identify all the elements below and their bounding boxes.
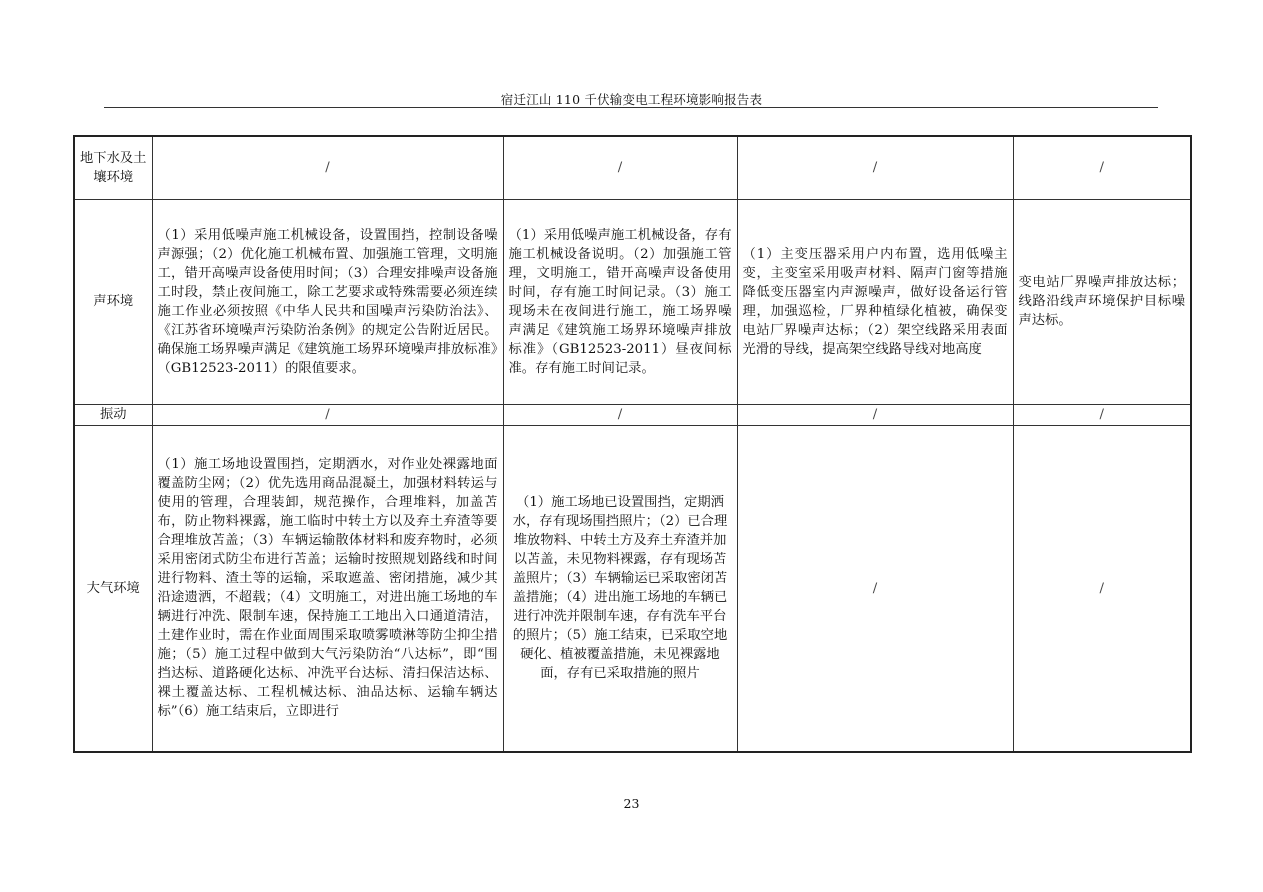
operation-measures-cell: （1）主变压器采用户内布置，选用低噪主变，主变室采用吸声材料、隔声门窗等措施降低变压器室内声源噪声，做好设备运行管理，加强巡检，厂界种植绿化植被，确保变电站厂界噪声达标；（2）架空线路采用表面光滑的导线，提高架空线路导线对地高度: [737, 199, 1013, 404]
page-number: 23: [623, 796, 640, 811]
construction-measures-cell: /: [152, 136, 503, 199]
document-header-title: 宿迁江山 110 千伏输变电工程环境影响报告表: [500, 92, 763, 107]
acceptance-standard-cell: /: [1013, 136, 1191, 199]
category-cell-noise: 声环境: [74, 199, 152, 404]
acceptance-standard-cell: /: [1013, 425, 1191, 752]
implementation-status-cell: （1）施工场地已设置围挡，定期洒水，存有现场围挡照片；（2）已合理堆放物料、中转土方及弃土弃渣并加以苫盖，未见物料裸露，存有现场苫盖照片；（3）车辆输运已采取密闭苫盖措施；（4）进出施工场地的车辆已进行冲洗并限制车速，存有洗车平台的照片；（5）施工结束，已采取空地硬化、植被覆盖措施，未见裸露地面，存有已采取措施的照片: [503, 425, 737, 752]
construction-measures-cell: （1）采用低噪声施工机械设备，设置围挡，控制设备噪声源强；（2）优化施工机械布置、加强施工管理，文明施工，错开高噪声设备使用时间；（3）合理安排噪声设备施工时段，禁止夜间施工，除工艺要求或特殊需要必须连续施工作业必须按照《中华人民共和国噪声污染防治法》、《江苏省环境噪声污染防治条例》的规定公告附近居民。确保施工场界噪声满足《建筑施工场界环境噪声排放标准》（GB12523-2011）的限值要求。: [152, 199, 503, 404]
implementation-status-cell: （1）采用低噪声施工机械设备，存有施工机械设备说明。（2）加强施工管理，文明施工，错开高噪声设备使用时间，存有施工时间记录。（3）施工现场未在夜间进行施工，施工场界噪声满足《建筑施工场界环境噪声排放标准》（GB12523-2011）昼夜间标准。存有施工时间记录。: [503, 199, 737, 404]
construction-measures-cell: /: [152, 404, 503, 425]
operation-measures-cell: /: [737, 404, 1013, 425]
operation-measures-cell: /: [737, 136, 1013, 199]
table-row-noise: [74, 199, 1191, 404]
category-cell-air: 大气环境: [74, 425, 152, 752]
environment-measures-table: [73, 135, 1192, 753]
header-rule: [104, 107, 1158, 108]
category-cell-vibration: 振动: [74, 404, 152, 425]
category-cell-groundwater: 地下水及土壤环境: [74, 136, 152, 199]
implementation-status-cell: /: [503, 136, 737, 199]
table-row-groundwater: [74, 136, 1191, 199]
acceptance-standard-cell: /: [1013, 404, 1191, 425]
table-row-vibration: [74, 404, 1191, 425]
construction-measures-cell: （1）施工场地设置围挡，定期洒水，对作业处裸露地面覆盖防尘网；（2）优先选用商品混凝土，加强材料转运与使用的管理，合理装卸，规范操作，合理堆料，加盖苫布，防止物料裸露，施工临时中转土方以及弃土弃渣等要合理堆放苫盖；（3）车辆运输散体材料和废弃物时，必须采用密闭式防尘布进行苫盖；运输时按照规划路线和时间进行物料、渣土等的运输，采取遮盖、密闭措施，减少其沿途遗洒，不超载；（4）文明施工，对进出施工场地的车辆进行冲洗、限制车速，保持施工工地出入口通道清洁，土建作业时，需在作业面周围采取喷雾喷淋等防尘抑尘措施；（5）施工过程中做到大气污染防治“八达标”，即“围挡达标、道路硬化达标、冲洗平台达标、清扫保洁达标、裸土覆盖达标、工程机械达标、油品达标、运输车辆达标”（6）施工结束后，立即进行: [152, 425, 503, 752]
implementation-status-cell: /: [503, 404, 737, 425]
operation-measures-cell: /: [737, 425, 1013, 752]
acceptance-standard-cell: 变电站厂界噪声排放达标；线路沿线声环境保护目标噪声达标。: [1013, 199, 1191, 404]
table-row-air: [74, 425, 1191, 752]
